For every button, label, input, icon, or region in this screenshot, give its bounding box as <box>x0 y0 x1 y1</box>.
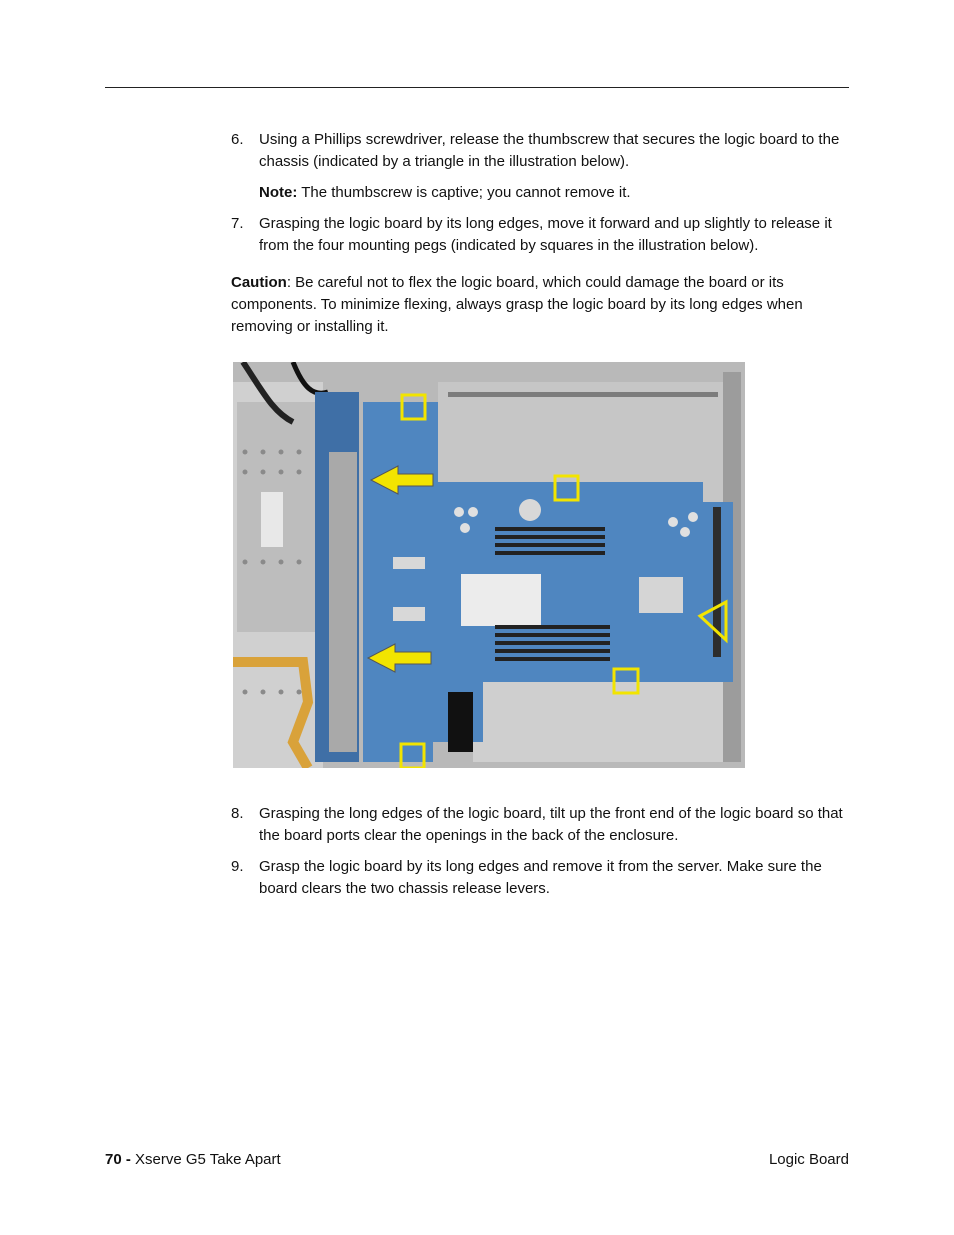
step-7 <box>231 213 849 256</box>
step-text: Using a Phillips screwdriver, release the thumbscrew that secures the logic board to the chassis (indicated by a triangle in the illustration below). <box>259 131 840 170</box>
heat-sink <box>461 574 541 626</box>
step-6 <box>231 129 849 172</box>
step-number: 7. <box>231 215 244 232</box>
note-text: The thumbscrew is captive; you cannot remove it. <box>301 184 631 201</box>
page-number: 70 - <box>105 1151 131 1168</box>
note <box>259 182 631 204</box>
step-text: Grasp the logic board by its long edges and remove it from the server. Make sure the board clears the two chassis release levers. <box>259 858 822 897</box>
step-number: 8. <box>231 805 244 822</box>
footer-section: Logic Board <box>768 1151 849 1168</box>
caution-label: Caution <box>231 274 287 291</box>
step-number: 6. <box>231 131 244 148</box>
step-8 <box>231 803 849 846</box>
header-rule <box>105 87 849 88</box>
step-number: 9. <box>231 858 244 875</box>
step-text: Grasping the long edges of the logic board, tilt up the front end of the logic board so that the board ports clear the openings in the back of the enclosure. <box>259 805 843 844</box>
logic-board-illustration <box>233 362 745 768</box>
caution-text: : Be careful not to flex the logic board, which could damage the board or its components. To minimize flexing, always grasp the logic board by its long edges when removing or installing it. <box>231 274 803 335</box>
step-9 <box>231 856 849 899</box>
step-text: Grasping the logic board by its long edges, move it forward and up slightly to release it from the four mounting pegs (indicated by squares in the illustration below). <box>259 215 832 254</box>
footer-left <box>105 1150 281 1170</box>
caution <box>231 272 849 338</box>
note-label: Note: <box>259 184 298 201</box>
doc-title: Xserve G5 Take Apart <box>135 1151 281 1168</box>
